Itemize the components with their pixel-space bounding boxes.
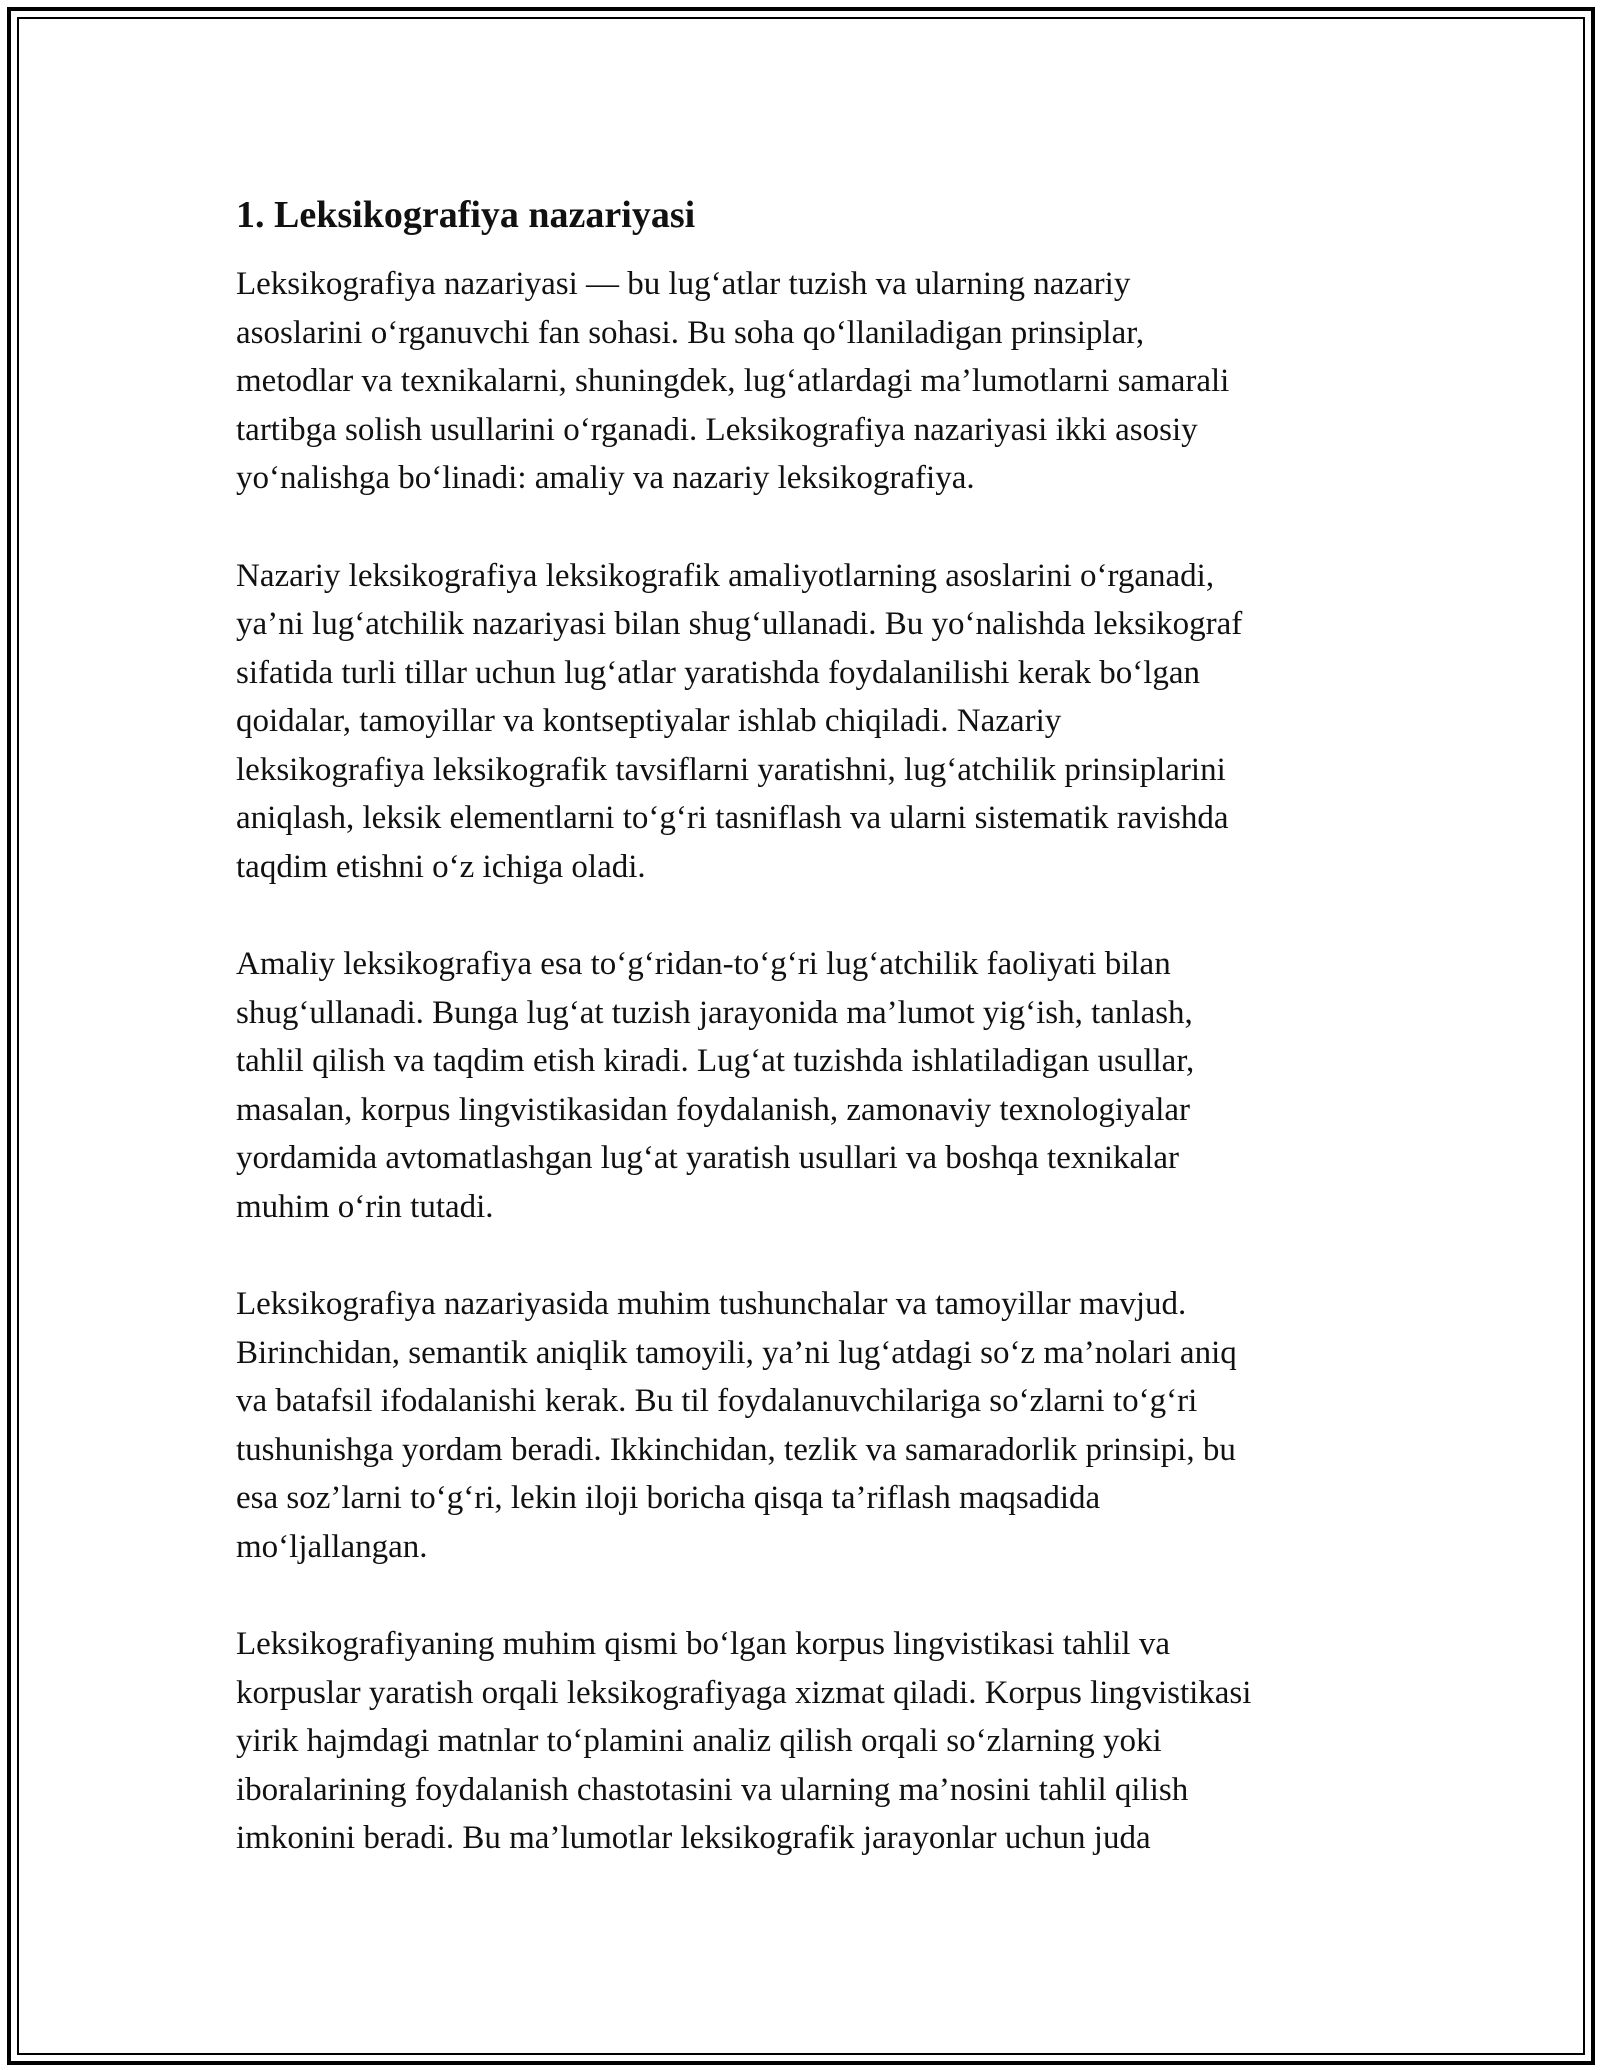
paragraph	[236, 1280, 1376, 1571]
paragraph-line: Nazariy leksikografiya leksikografik amaliyotlarning asoslarini o‘rganadi,	[236, 557, 1215, 594]
paragraph-line: Amaliy leksikografiya esa to‘g‘ridan-to‘g‘ri lug‘atchilik faoliyati bilan	[236, 946, 1171, 982]
paragraph-list	[236, 260, 1376, 1863]
paragraph-line: Leksikografiya nazariyasi — bu lug‘atlar tuzish va ularning nazariy	[236, 266, 1131, 302]
paragraph-line: Birinchidan, semantik aniqlik tamoyili, ya’ni lug‘atdagi so‘z ma’nolari aniq	[236, 1334, 1237, 1371]
paragraph-line: leksikografiya leksikografik tavsiflarni yaratishni, lug‘atchilik prinsiplarini	[236, 751, 1226, 788]
paragraph-line: yordamida avtomatlashgan lug‘at yaratish usullari va boshqa texnikalar	[236, 1140, 1179, 1176]
paragraph	[236, 1620, 1376, 1863]
paragraph	[236, 552, 1376, 892]
paragraph-line: yo‘nalishga bo‘linadi: amaliy va nazariy leksikografiya.	[236, 460, 975, 496]
paragraph-line: sifatida turli tillar uchun lug‘atlar yaratishda foydalanilishi kerak bo‘lgan	[236, 654, 1201, 691]
paragraph-line: Leksikografiya nazariyasida muhim tushunchalar va tamoyillar mavjud.	[236, 1286, 1187, 1322]
paragraph	[236, 260, 1376, 503]
paragraph-line: shug‘ullanadi. Bunga lug‘at tuzish jarayonida ma’lumot yig‘ish, tanlash,	[236, 994, 1193, 1031]
paragraph-line: tahlil qilish va taqdim etish kiradi. Lug‘at tuzishda ishlatiladigan usullar,	[236, 1043, 1195, 1079]
paragraph-line: ya’ni lug‘atchilik nazariyasi bilan shug‘ullanadi. Bu yo‘nalishda leksikograf	[236, 606, 1243, 642]
paragraph-line: esa soz’larni to‘g‘ri, lekin iloji boricha qisqa ta’riflash maqsadida	[236, 1480, 1101, 1516]
paragraph-line: muhim o‘rin tutadi.	[236, 1188, 494, 1225]
paragraph-line: aniqlash, leksik elementlarni to‘g‘ri tasniflash va ularni sistematik ravishda	[236, 800, 1229, 836]
paragraph-line: taqdim etishni o‘z ichiga oladi.	[236, 848, 646, 885]
paragraph-line: metodlar va texnikalarni, shuningdek, lug‘atlardagi ma’lumotlarni samarali	[236, 363, 1230, 399]
paragraph-line: imkonini beradi. Bu ma’lumotlar leksikografik jarayonlar uchun juda	[236, 1820, 1151, 1856]
paragraph-line: iboralarining foydalanish chastotasini va ularning ma’nosini tahlil qilish	[236, 1771, 1189, 1808]
paragraph-line: korpuslar yaratish orqali leksikografiyaga xizmat qiladi. Korpus lingvistikasi	[236, 1674, 1252, 1711]
paragraph-line: Leksikografiyaning muhim qismi bo‘lgan korpus lingvistikasi tahlil va	[236, 1626, 1170, 1662]
document-body	[236, 188, 1376, 1912]
paragraph-line: qoidalar, tamoyillar va kontseptiyalar ishlab chiqiladi. Nazariy	[236, 703, 1062, 739]
paragraph-line: mo‘ljallangan.	[236, 1528, 428, 1565]
paragraph-line: tushunishga yordam beradi. Ikkinchidan, tezlik va samaradorlik prinsipi, bu	[236, 1431, 1236, 1468]
paragraph-line: va batafsil ifodalanishi kerak. Bu til foydalanuvchilariga so‘zlarni to‘g‘ri	[236, 1383, 1198, 1419]
paragraph-line: tartibga solish usullarini o‘rganadi. Leksikografiya nazariyasi ikki asosiy	[236, 411, 1198, 448]
paragraph-line: masalan, korpus lingvistikasidan foydalanish, zamonaviy texnologiyalar	[236, 1091, 1191, 1128]
paragraph-line: yirik hajmdagi matnlar to‘plamini analiz qilish orqali so‘zlarning yoki	[236, 1723, 1162, 1759]
paragraph	[236, 940, 1376, 1231]
paragraph-line: asoslarini o‘rganuvchi fan sohasi. Bu soha qo‘llaniladigan prinsiplar,	[236, 314, 1145, 351]
section-heading: 1. Leksikografiya nazariyasi	[236, 194, 696, 236]
